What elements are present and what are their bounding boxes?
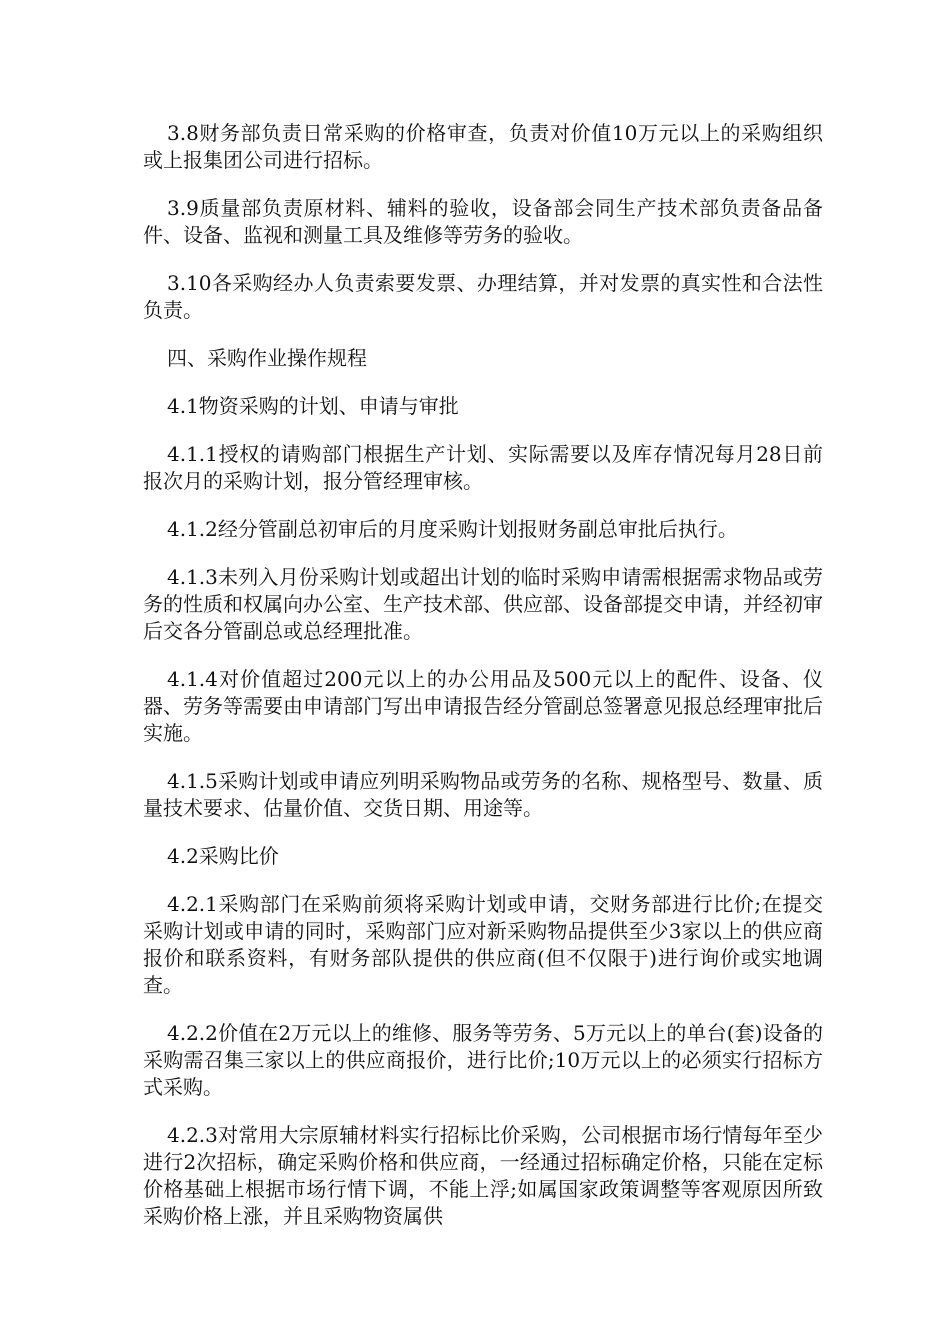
paragraph-4-1-3: 4.1.3未列入月份采购计划或超出计划的临时采购申请需根据需求物品或劳务的性质和权属向办公室、生产技术部、供应部、设备部提交申请，并经初审后交各分管副总或总经理批准。 [143, 565, 823, 643]
paragraph-4-1-2: 4.1.2经分管副总初审后的月度采购计划报财务副总审批后执行。 [167, 517, 738, 541]
paragraph-3-9: 3.9质量部负责原材料、辅料的验收，设备部会同生产技术部负责备品备件、设备、监视和测量工具及维修等劳务的验收。 [143, 196, 823, 247]
paragraph-4-1-1: 4.1.1授权的请购部门根据生产计划、实际需要以及库存情况每月28日前报次月的采购计划，报分管经理审核。 [143, 442, 823, 493]
paragraph-3-10: 3.10各采购经办人负责索要发票、办理结算，并对发票的真实性和合法性负责。 [143, 271, 823, 322]
paragraph-3-8: 3.8财务部负责日常采购的价格审查，负责对价值10万元以上的采购组织或上报集团公司进行招标。 [143, 121, 823, 172]
document-body [143, 120, 823, 1251]
paragraph-4-2-2: 4.2.2价值在2万元以上的维修、服务等劳务、5万元以上的单台(套)设备的采购需召集三家以上的供应商报价，进行比价;10万元以上的必须实行招标方式采购。 [143, 1021, 823, 1099]
paragraph-4-2-1: 4.2.1采购部门在采购前须将采购计划或申请，交财务部进行比价;在提交采购计划或申请的同时，采购部门应对新采购物品提供至少3家以上的供应商报价和联系资料，有财务部队提供的供应商(但不仅限于)进行询价或实地调查。 [143, 892, 823, 997]
paragraph-4-1-4: 4.1.4对价值超过200元以上的办公用品及500元以上的配件、设备、仪器、劳务等需要由申请部门写出申请报告经分管副总签署意见报总经理审批后实施。 [143, 667, 823, 745]
subsection-heading-4-1: 4.1物资采购的计划、申请与审批 [167, 394, 459, 418]
subsection-heading-4-2: 4.2采购比价 [167, 844, 279, 868]
paragraph-4-2-3: 4.2.3对常用大宗原辅材料实行招标比价采购，公司根据市场行情每年至少进行2次招标，确定采购价格和供应商，一经通过招标确定价格，只能在定标价格基础上根据市场行情下调，不能上浮;如属国家政策调整等客观原因所致采购价格上涨，并且采购物资属供 [143, 1123, 823, 1228]
paragraph-4-1-5: 4.1.5采购计划或申请应列明采购物品或劳务的名称、规格型号、数量、质量技术要求、估量价值、交货日期、用途等。 [143, 769, 823, 820]
section-heading-4: 四、采购作业操作规程 [167, 346, 367, 370]
